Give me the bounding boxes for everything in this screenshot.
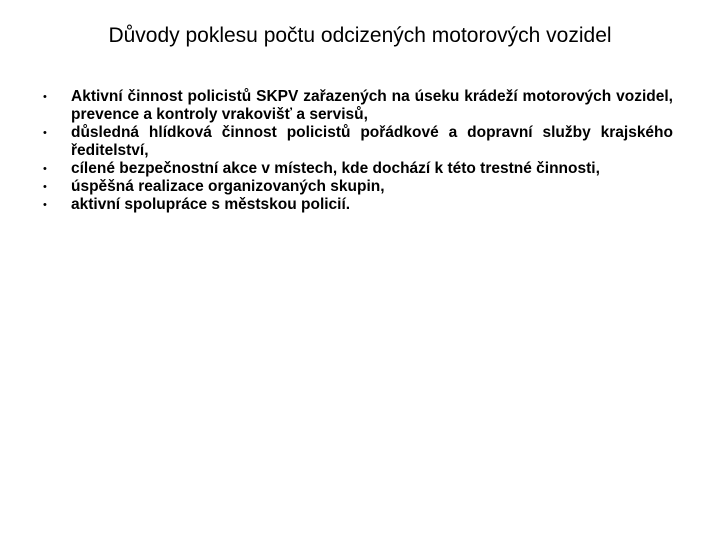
- bullet-item: [43, 196, 673, 214]
- bullet-list: [43, 88, 673, 214]
- bullet-text: úspěšná realizace organizovaných skupin,: [71, 178, 385, 195]
- bullet-text: cílené bezpečnostní akce v místech, kde dochází k této trestné činnosti,: [71, 160, 600, 177]
- bullet-item: [43, 178, 673, 196]
- slide-title: Důvody poklesu počtu odcizených motorových vozidel: [108, 24, 612, 47]
- bullet-dot-icon: •: [43, 163, 47, 175]
- bullet-item: [43, 160, 673, 178]
- bullet-item: [43, 88, 673, 124]
- bullet-dot-icon: •: [43, 199, 47, 211]
- bullet-dot-icon: •: [43, 91, 47, 103]
- bullet-text: Aktivní činnost policistů SKPV zařazených na úseku krádeží motorových vozidel, prevence a kontroly vrakovišť a servisů,: [71, 88, 673, 123]
- bullet-text: aktivní spolupráce s městskou policií.: [71, 196, 351, 213]
- bullet-dot-icon: •: [43, 127, 47, 139]
- bullet-text: důsledná hlídková činnost policistů pořádkové a dopravní služby krajského ředitelství,: [71, 124, 673, 159]
- bullet-dot-icon: •: [43, 181, 47, 193]
- bullet-item: [43, 124, 673, 160]
